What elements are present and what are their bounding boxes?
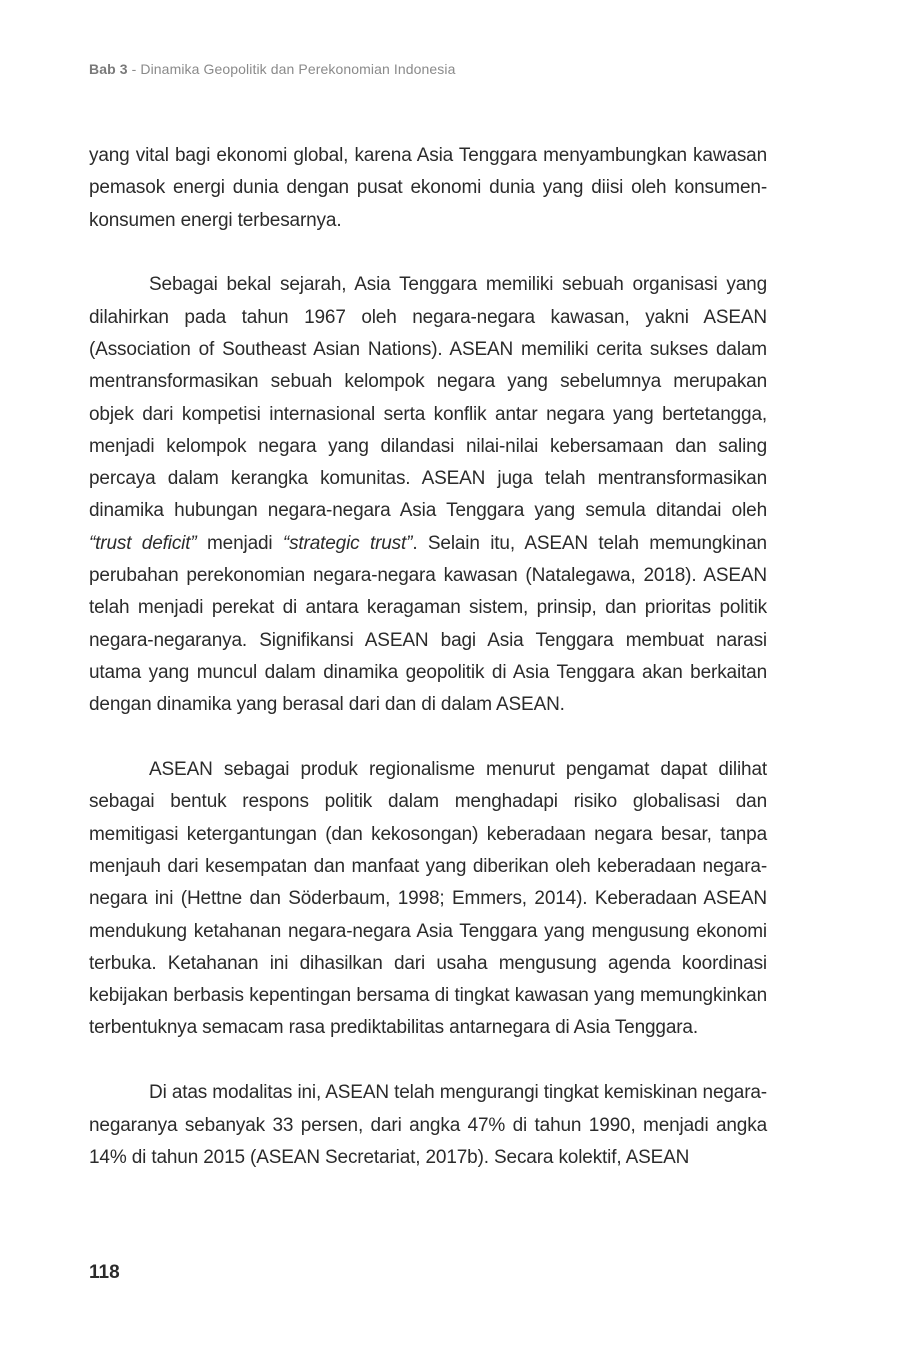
chapter-title: Dinamika Geopolitik dan Perekonomian Indonesia — [140, 61, 456, 77]
paragraph-2 — [89, 269, 767, 721]
paragraph-2-part-c: . Selain itu, ASEAN telah memungkinan perubahan perekonomian negara-negara kawasan (Natalegawa, 2018). ASEAN telah menjadi perekat di antara keragaman sistem, prinsip, dan prioritas politik negara-negaranya. Signifikansi ASEAN bagi Asia Tenggara membuat narasi utama yang muncul dalam dinamika geopolitik di Asia Tenggara akan berkaitan dengan dinamika yang berasal dari dan di dalam ASEAN. — [89, 532, 767, 716]
paragraph-2-part-a: Sebagai bekal sejarah, Asia Tenggara memiliki sebuah organisasi yang dilahirkan pada tahun 1967 oleh negara-negara kawasan, yakni ASEAN (Association of Southeast Asian Nations). ASEAN memiliki cerita sukses dalam mentransformasikan sebuah kelompok negara yang sebelumnya merupakan objek dari kompetisi internasional serta konflik antar negara yang bertetangga, menjadi kelompok negara yang dilandasi nilai-nilai kebersamaan dan saling percaya dalam kerangka komunitas. ASEAN juga telah mentransformasikan dinamika hubungan negara-negara Asia Tenggara yang semula ditandai oleh — [89, 274, 767, 522]
paragraph-1: yang vital bagi ekonomi global, karena Asia Tenggara menyambungkan kawasan pemasok energi dunia dengan pusat ekonomi dunia yang diisi oleh konsumen-konsumen energi terbesarnya. — [89, 145, 767, 231]
paragraph-3: ASEAN sebagai produk regionalisme menurut pengamat dapat dilihat sebagai bentuk respons politik dalam menghadapi risiko globalisasi dan memitigasi ketergantungan (dan kekosongan) keberadaan negara besar, tanpa menjauh dari kesempatan dan manfaat yang diberikan oleh keberadaan negara-negara ini (Hettne dan Söderbaum, 1998; Emmers, 2014). Keberadaan ASEAN mendukung ketahanan negara-negara Asia Tenggara yang mengusung ekonomi terbuka. Ketahanan ini dihasilkan dari usaha mengusung agenda koordinasi kebijakan berbasis kepentingan bersama di tingkat kawasan yang memungkinkan terbentuknya semacam rasa prediktabilitas antarnegara di Asia Tenggara. — [89, 759, 767, 1039]
body-text — [89, 140, 767, 1207]
paragraph-4: Di atas modalitas ini, ASEAN telah mengurangi tingkat kemiskinan negara-negaranya sebanyak 33 persen, dari angka 47% di tahun 1990, menjadi angka 14% di tahun 2015 (ASEAN Secretariat, 2017b). Secara kolektif, ASEAN — [89, 1082, 767, 1168]
page-number: 118 — [89, 1262, 120, 1283]
term-trust-deficit: “trust deficit” — [89, 532, 197, 554]
running-header — [89, 61, 456, 77]
header-separator: - — [127, 61, 141, 77]
paragraph-2-part-b: menjadi — [196, 532, 283, 554]
chapter-label: Bab 3 — [89, 61, 128, 77]
term-strategic-trust: “strategic trust” — [282, 532, 413, 554]
